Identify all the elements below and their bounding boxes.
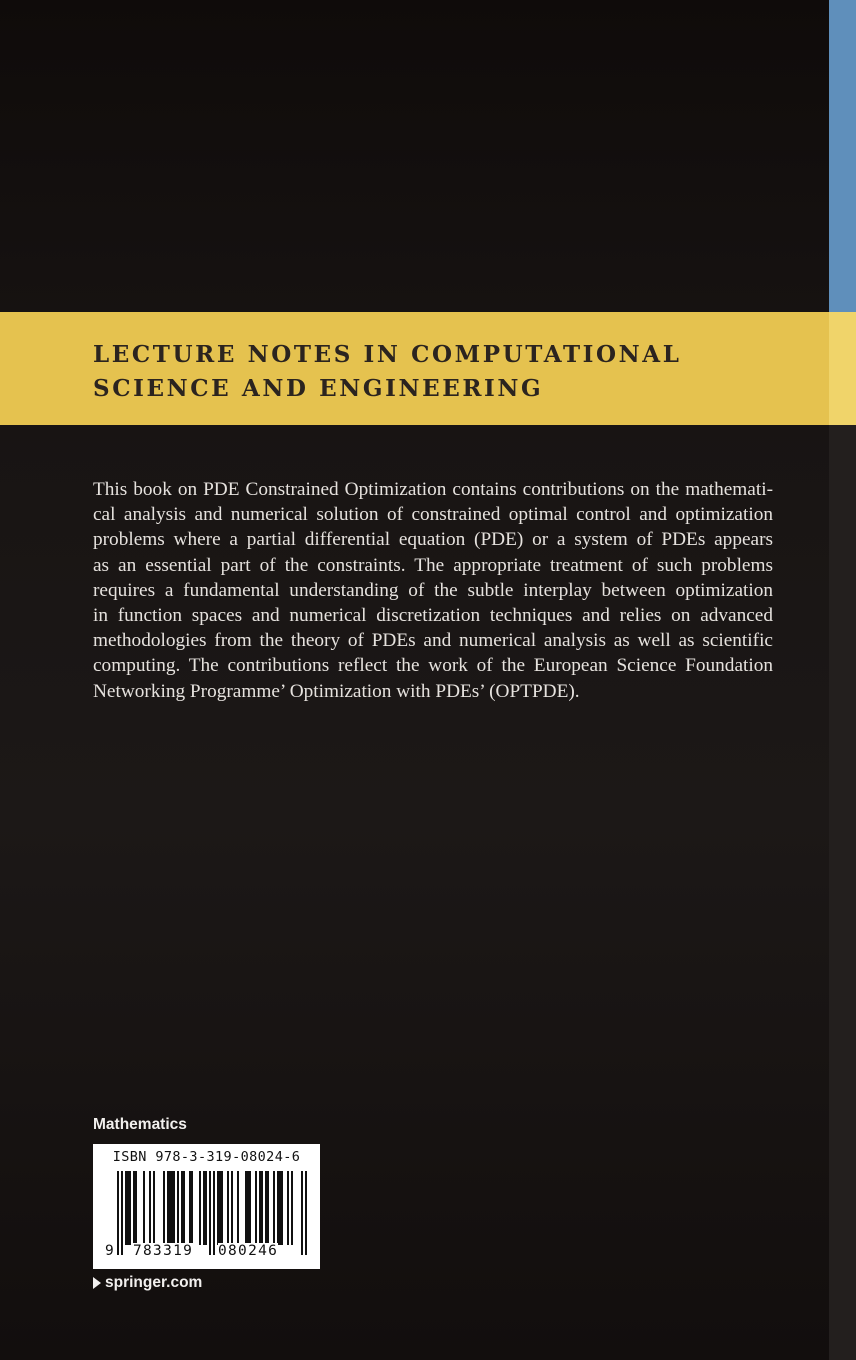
isbn-label: ISBN 978-3-319-08024-6 — [112, 1149, 301, 1165]
arrow-right-icon — [93, 1277, 101, 1289]
barcode-bar — [191, 1171, 193, 1245]
barcode-bar — [267, 1171, 269, 1245]
series-title-line: LECTURE NOTES IN COMPUTATIONAL — [93, 341, 682, 368]
description-line: in function spaces and numerical discretization techniques and relies on advanced — [93, 605, 773, 627]
barcode-bar — [291, 1171, 293, 1245]
description-line: Networking Programme’ Optimization with PDEs’ (OPTPDE). — [93, 680, 580, 702]
barcode-bar — [247, 1171, 249, 1245]
barcode-bar — [255, 1171, 257, 1245]
ean-digits — [93, 1243, 320, 1265]
barcode-bar — [167, 1171, 169, 1245]
barcode-bar — [221, 1171, 223, 1245]
series-title — [93, 338, 813, 406]
barcode-bar — [261, 1171, 263, 1245]
barcode-bar — [129, 1171, 131, 1245]
barcode-bar — [199, 1171, 201, 1245]
barcode-bar — [203, 1171, 205, 1245]
barcode-bar — [181, 1171, 183, 1245]
barcode-bar — [259, 1171, 261, 1245]
description-line: computing. The contributions reflect the work of the European Science Foundation — [93, 655, 773, 677]
barcode-bar — [189, 1171, 191, 1245]
subject-label: Mathematics — [93, 1116, 187, 1133]
barcode-bar — [265, 1171, 267, 1245]
barcode-bar — [287, 1171, 289, 1245]
spine-shadow-strip — [829, 425, 856, 1360]
barcode-bar — [177, 1171, 179, 1245]
barcode-bar — [163, 1171, 165, 1245]
description-line: This book on PDE Constrained Optimization contains contributions on the mathemati- — [93, 479, 773, 500]
book-description — [93, 477, 773, 704]
barcode-bar — [133, 1171, 135, 1245]
description-line: methodologies from the theory of PDEs and numerical analysis as well as scientific — [93, 630, 773, 652]
barcode-bar — [227, 1171, 229, 1245]
series-title-line: SCIENCE AND ENGINEERING — [93, 375, 544, 402]
ean-right-group: 080246 — [218, 1243, 279, 1259]
barcode-bar — [127, 1171, 129, 1245]
barcode-bar — [231, 1171, 233, 1245]
barcode-bar — [149, 1171, 151, 1245]
barcode-bar — [173, 1171, 175, 1245]
barcode-bar — [135, 1171, 137, 1245]
barcode-bar — [273, 1171, 275, 1245]
barcode-bar — [245, 1171, 247, 1245]
description-line: as an essential part of the constraints. The appropriate treatment of such problems — [93, 554, 773, 576]
description-line: requires a fundamental understanding of the subtle interplay between optimization — [93, 579, 773, 601]
barcode-bar — [183, 1171, 185, 1245]
barcode-bar — [237, 1171, 239, 1245]
barcode-bar — [281, 1171, 283, 1245]
barcode-bar — [249, 1171, 251, 1245]
barcode-bar — [217, 1171, 219, 1245]
description-line: problems where a partial differential equation (PDE) or a system of PDEs appears — [93, 529, 773, 551]
ean-left-group: 783319 — [133, 1243, 194, 1259]
isbn-barcode — [93, 1144, 320, 1269]
barcode-bar — [169, 1171, 171, 1245]
barcode-bar — [153, 1171, 155, 1245]
barcode-bar — [205, 1171, 207, 1245]
series-band-edge — [829, 312, 856, 425]
publisher-url: springer.com — [105, 1274, 203, 1291]
publisher-link[interactable] — [93, 1274, 202, 1292]
spine-accent-strip — [829, 0, 856, 312]
description-line: cal analysis and numerical solution of constrained optimal control and optimization — [93, 504, 773, 526]
barcode-bar — [171, 1171, 173, 1245]
barcode-bar — [279, 1171, 281, 1245]
barcode-bar — [277, 1171, 279, 1245]
barcode-bar — [125, 1171, 127, 1245]
barcode-bar — [219, 1171, 221, 1245]
barcode-bar — [143, 1171, 145, 1245]
ean-first-digit: 9 — [105, 1243, 114, 1259]
